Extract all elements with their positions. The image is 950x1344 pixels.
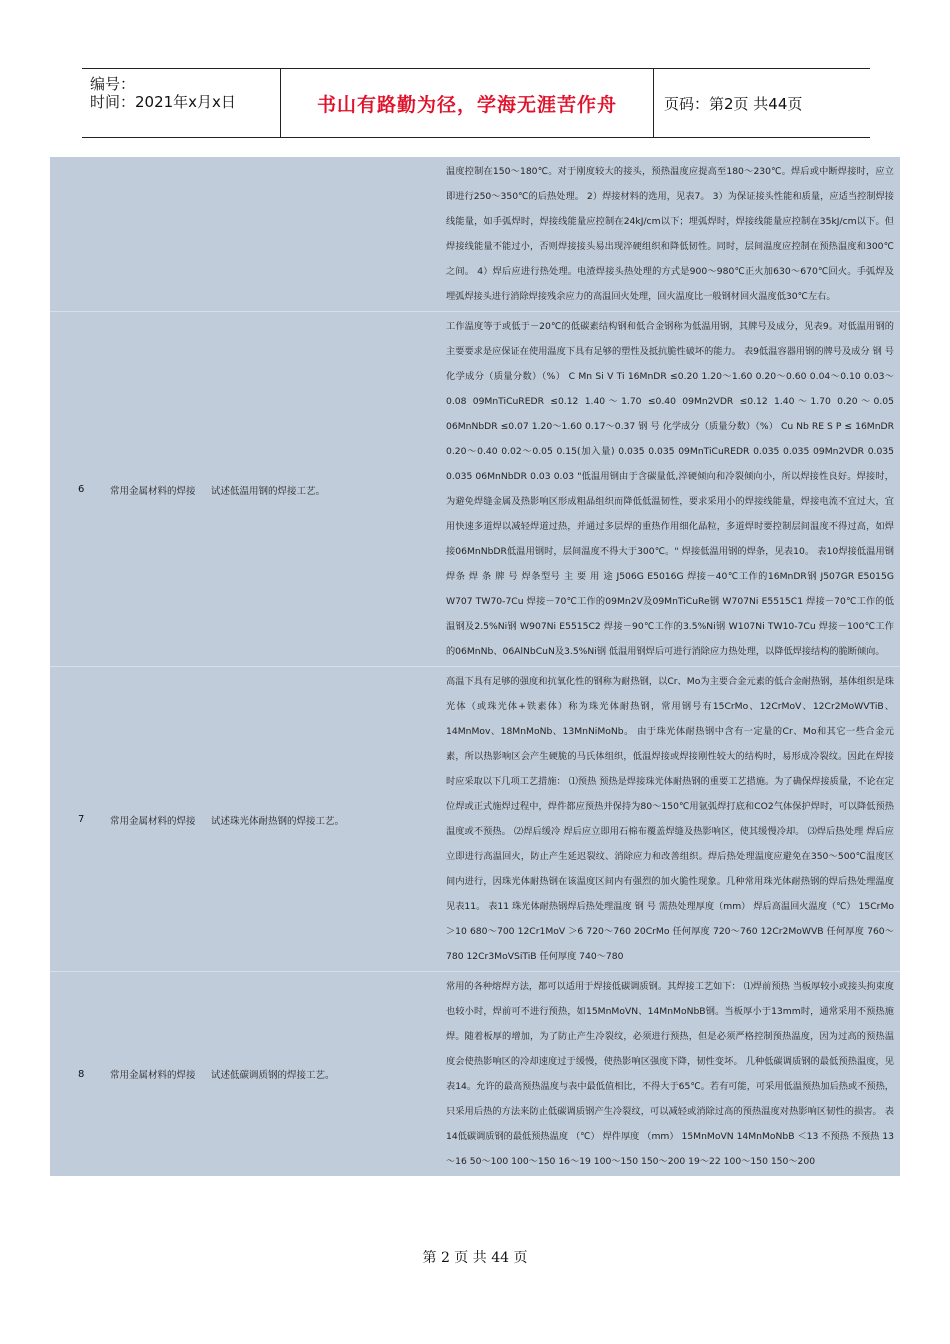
table-row <box>50 972 900 1176</box>
table-row <box>50 667 900 972</box>
header-page-cell <box>654 69 870 137</box>
row-answer: 高温下具有足够的强度和抗氧化性的钢称为耐热钢，以Cr、Mo为主要合金元素的低合金耐热钢，基体组织是珠光体（或珠光体+铁素体）称为珠光体耐热钢，常用钢号有15CrMo、12CrMoV、12Cr2MoWVTiB、14MnMov、18MnMoNb、13MnNiMoNb。 由于珠光体耐热钢中含有一定量的Cr、Mo和其它一些合金元素，所以热影响区会产生硬脆的马氏体组织，低温焊接或焊接刚性较大的结构时，易形成冷裂纹。因此在焊接时应采取以下几项工艺措施： ⑴预热 预热是焊接珠光体耐热钢的重要工艺措施。为了确保焊接质量，不论在定位焊或正式施焊过程中，焊件都应预热并保持为80～150℃用氩弧焊打底和CO2气体保护焊时，可以降低预热温度或不预热。 ⑵焊后缓冷 焊后应立即用石棉布覆盖焊缝及热影响区，使其缓慢冷却。 ⑶焊后热处理 焊后应立即进行高温回火，防止产生延迟裂纹、消除应力和改善组织。焊后热处理温度应避免在350～500℃温度区间内进行，因珠光体耐热钢在该温度区间内有强烈的加火脆性现象。几种常用珠光体耐热钢的焊后热处理温度见表11。 表11 珠光体耐热钢焊后热处理温度 钢 号 需热处理厚度（mm） 焊后高温回火温度（℃） 15CrMo ＞10 680～700 12Cr1MoV ＞6 720～760 20CrMo 任何厚度 720～760 12Cr2MoWVB 任何厚度 760～780 12Cr3MoVSiTiB 任何厚度 740～780 <box>446 676 894 962</box>
page-footer: 第 2 页 共 44 页 <box>422 1250 528 1266</box>
row-answer: 温度控制在150～180℃。对于刚度较大的接头，预热温度应提高至180～230℃。焊后或中断焊接时，应立即进行250～350℃的后热处理。 2）焊接材料的选用，见表7。 3）为保证接头性能和质量，应适当控制焊接线能量，如手弧焊时，焊接线能量应控制在24kJ/cm以下；埋弧焊时，焊接线能量应控制在35kJ/cm以下。但焊接线能量不能过小，否则焊接接头易出现淬硬组织和降低韧性。同时，层间温度应控制在预热温度和300℃之间。 4）焊后应进行热处理。电渣焊接头热处理的方式是900～980℃正火加630～670℃回火。手弧焊及埋弧焊接头进行消除焊接残余应力的高温回火处理，回火温度比一般钢材回火温度低30℃左右。 <box>446 166 894 302</box>
row-category: 常用金属材料的焊接 <box>110 486 196 497</box>
date-label: 时间：2021年x月x日 <box>90 93 236 111</box>
row-category: 常用金属材料的焊接 <box>110 1070 196 1081</box>
row-question: 试述珠光体耐热钢的焊接工艺。 <box>211 816 345 827</box>
row-number: 8 <box>78 1069 85 1080</box>
row-answer: 常用的各种熔焊方法，都可以适用于焊接低碳调质钢。其焊接工艺如下： ⑴焊前预热 当板厚较小或接头拘束度也较小时，焊前可不进行预热，如15MnMoVN、14MnMoNbB钢。当板厚小于13mm时，通常采用不预热施焊。随着板厚的增加，为了防止产生冷裂纹，必须进行预热，但是必须严格控制预热温度，因为过高的预热温度会使热影响区的冷却速度过于缓慢，使热影响区强度下降，韧性变坏。 几种低碳调质钢的最低预热温度，见表14。允许的最高预热温度与表中最低值相比，不得大于65℃。若有可能，可采用低温预热加后热或不预热，只采用后热的方法来防止低碳调质钢产生冷裂纹，可以减轻或消除过高的预热温度对热影响区韧性的损害。 表14低碳调质钢的最低预热温度 （℃） 焊件厚度 （mm） 15MnMoVN 14MnMoNbB ＜13 不预热 不预热 13～16 50～100 100～150 16～19 100～150 150～200 19～22 100～150 150～200 <box>446 981 894 1167</box>
header-motto-cell <box>281 69 654 137</box>
table-row <box>50 312 900 667</box>
qa-table <box>50 157 900 1176</box>
row-number: 6 <box>78 484 85 495</box>
header-meta <box>82 69 281 137</box>
row-number: 7 <box>78 814 85 825</box>
serial-label: 编号： <box>90 75 136 93</box>
table-row <box>50 157 900 312</box>
row-category: 常用金属材料的焊接 <box>110 816 196 827</box>
page-header <box>82 68 870 138</box>
page-info: 页码：第2页 共44页 <box>664 94 803 113</box>
row-answer: 工作温度等于或低于－20℃的低碳素结构钢和低合金钢称为低温用钢，其牌号及成分，见表9。对低温用钢的主要要求是应保证在使用温度下具有足够的塑性及抵抗脆性破坏的能力。 表9低温容器用钢的牌号及成分 钢 号 化学成分（质量分数）（%） C Mn Si V Ti 16MnDR ≤0.20 1.20～1.60 0.20～0.60 0.04～0.10 0.03～0.08 09MnTiCuREDR ≤0.12 1.40～1.70 ≤0.40 09Mn2VDR ≤0.12 1.40～1.70 0.20～0.05 06MnNbDR ≤0.07 1.20～1.60 0.17～0.37 钢 号 化学成分（质量分数）（%） Cu Nb RE S P ≤ 16MnDR 0.20～0.40 0.02～0.05 0.15(加入量) 0.035 0.035 09MnTiCuREDR 0.035 0.035 09Mn2VDR 0.035 0.035 06MnNbDR 0.03 0.03 "低温用钢由于含碳量低,淬硬倾向和冷裂倾向小，所以焊接性良好。焊接时，为避免焊缝金属及热影响区形成粗晶组织而降低低温韧性，要求采用小的焊接线能量，焊接电流不宜过大，宜用快速多道焊以减轻焊道过热，并通过多层焊的重热作用细化晶粒，多道焊时要控制层间温度不得过高，如焊接06MnNbDR低温用钢时，层间温度不得大于300℃。" 焊接低温用钢的焊条，见表10。 表10焊接低温用钢焊条 焊 条 牌 号 焊条型号 主 要 用 途 J506G E5016G 焊接－40℃工作的16MnDR钢 J507GR E5015G W707 TW70-7Cu 焊接－70℃工作的09Mn2V及09MnTiCuRe钢 W707Ni E5515C1 焊接－70℃工作的低温钢及2.5%Ni钢 W907Ni E5515C2 焊接－90℃工作的3.5%Ni钢 W107Ni TW10-7Cu 焊接－100℃工作的06MnNb、06AlNbCuN及3.5%Ni钢 低温用钢焊后可进行消除应力热处理，以降低焊接结构的脆断倾向。 <box>446 321 894 657</box>
row-question: 试述低碳调质钢的焊接工艺。 <box>211 1070 335 1081</box>
row-question: 试述低温用钢的焊接工艺。 <box>211 486 326 497</box>
motto-text: 书山有路勤为径，学海无涯苦作舟 <box>316 93 617 116</box>
